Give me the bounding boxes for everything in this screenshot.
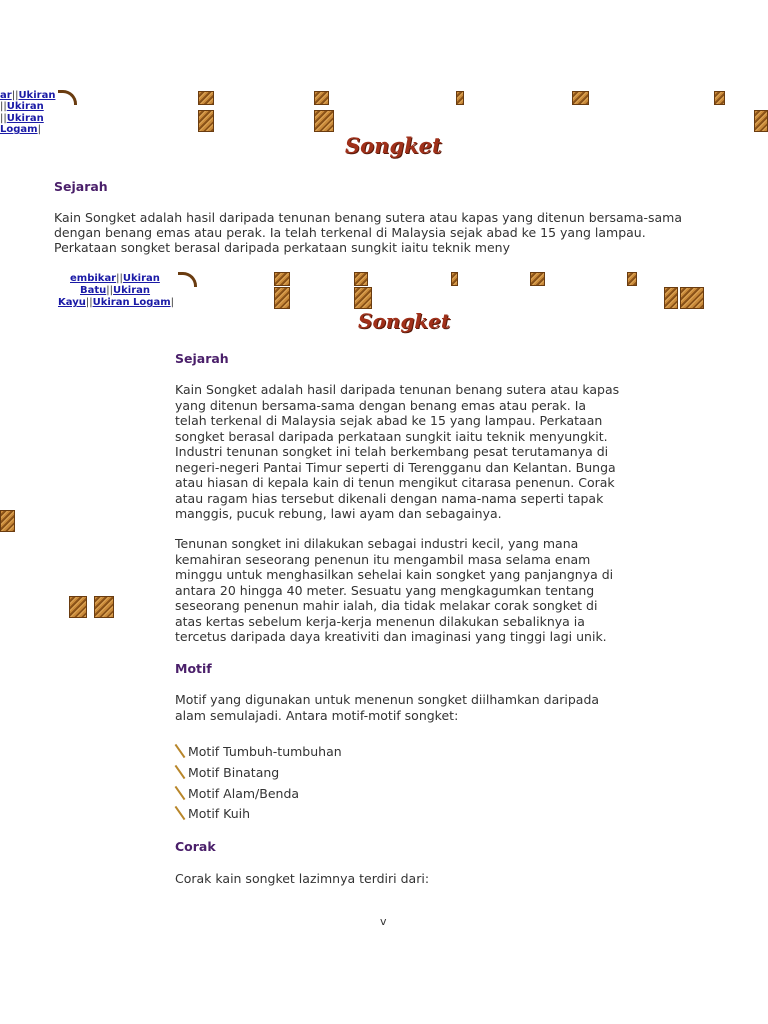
nav-link-pembikar[interactable]: embikar <box>70 273 117 284</box>
top-nav-line-4: Logam| <box>0 124 41 135</box>
needle-bullet-icon <box>175 765 184 779</box>
wood-block-icon <box>198 91 214 105</box>
sejarah-paragraph-2: Tenunan songket ini dilakukan sebagai industri kecil, yang mana kemahiran seseorang penenun itu mengambil masa selama enam minggu untuk menghasilkan sehelai kain songket yang panjangnya di antara 20 hingga 40 meter. Sesuatu yang mengkagumkan tentang seseorang penenun mahir ialah, dia tidak melakar corak songket di atas kertas sebelum kerja-kerja menenun dilakukan sebaliknya ia tercetus daripada daya kreativiti dan imaginasi yang tinggi lagi unik. <box>175 536 614 644</box>
nav-link-kayu[interactable]: Kayu <box>58 297 86 308</box>
top-nav-line-1: ar||Ukiran <box>0 90 56 101</box>
wood-block-icon <box>314 110 334 132</box>
motif-heading: Motif <box>175 661 212 676</box>
list-item: Motif Tumbuh-tumbuhan <box>175 744 342 759</box>
corak-heading: Corak <box>175 839 216 854</box>
top-nav-line-3: ||Ukiran <box>0 113 44 124</box>
nav-link-ukiran[interactable]: Ukiran <box>113 285 151 296</box>
mid-nav-line-3: Kayu||Ukiran Logam| <box>58 297 174 308</box>
top-sejarah-line-1: Kain Songket adalah hasil daripada tenunan benang sutera atau kapas yang ditenun bersama-sama <box>54 210 683 225</box>
needle-bullet-icon <box>175 744 184 758</box>
mid-nav-line-1: embikar||Ukiran <box>70 273 160 284</box>
wood-block-icon <box>664 287 678 309</box>
top-sejarah-line-2: dengan benang emas atau perak. Ia telah terkenal di Malaysia sejak abad ke 15 yang lampau. <box>54 225 646 240</box>
wood-block-icon <box>354 272 368 286</box>
top-nav-line-2: ||Ukiran <box>0 101 44 112</box>
needle-bullet-icon <box>175 786 184 800</box>
wood-block-icon <box>274 272 290 286</box>
wood-block-icon <box>314 91 329 105</box>
wood-block-icon <box>0 510 15 532</box>
wood-block-icon <box>680 287 704 309</box>
songket-logo-top: Songket <box>345 133 442 158</box>
nav-link-ukiran-logam[interactable]: Ukiran <box>6 113 44 124</box>
nav-link-ukiran[interactable]: Ukiran <box>122 273 160 284</box>
wood-block-icon <box>354 287 372 309</box>
corner-ornament-icon <box>178 272 197 287</box>
list-item: Motif Alam/Benda <box>175 786 299 801</box>
sejarah-paragraph-1: Kain Songket adalah hasil daripada tenunan benang sutera atau kapas yang ditenun bersama-sama dengan benang emas atau perak. Ia telah terkenal di Malaysia sejak abad ke 15 yang lampau. Perkataan songket berasal daripada perkataan sungkit iaitu teknik menyungkit. Industri tenunan songket ini telah berkembang pesat terutamanya di negeri-negeri Pantai Timur seperti di Terengganu dan Kelantan. Bunga atau hiasan di kepala kain di tenun mengikut citarasa penenun. Corak atau ragam hias tersebut dikenali dengan nama-nama seperti tapak manggis, pucuk rebung, lawi ayam dan sebagainya. <box>175 382 620 521</box>
nav-link-ukiran-batu[interactable]: Ukiran <box>18 90 56 101</box>
nav-link-pembikar[interactable]: ar <box>0 90 12 101</box>
top-sejarah-line-3: Perkataan songket berasal daripada perkataan sungkit iaitu teknik meny <box>54 240 510 255</box>
wood-block-icon <box>572 91 589 105</box>
wood-block-icon <box>274 287 290 309</box>
motif-paragraph: Motif yang digunakan untuk menenun songket diilhamkan daripada alam semulajadi. Antara motif-motif songket: <box>175 692 600 723</box>
wood-block-icon <box>198 110 214 132</box>
wood-block-icon <box>451 272 458 286</box>
top-sejarah-heading: Sejarah <box>54 179 108 194</box>
nav-link-batu[interactable]: Batu <box>80 285 107 296</box>
corner-ornament-icon <box>58 90 77 105</box>
wood-block-icon <box>754 110 768 132</box>
songket-logo: Songket <box>358 309 451 333</box>
wood-block-icon <box>714 91 725 105</box>
mid-nav-line-2: Batu||Ukiran <box>80 285 151 296</box>
list-item: Motif Kuih <box>175 806 250 821</box>
wood-block-icon <box>627 272 637 286</box>
page-footer-mark: v <box>380 915 387 928</box>
wood-block-icon <box>94 596 114 618</box>
wood-block-icon <box>456 91 464 105</box>
sejarah-heading: Sejarah <box>175 351 229 366</box>
needle-bullet-icon <box>175 806 184 820</box>
wood-block-icon <box>69 596 87 618</box>
nav-link-logam[interactable]: Logam <box>0 124 38 135</box>
nav-link-ukiran-kayu[interactable]: Ukiran <box>6 101 44 112</box>
nav-link-ukiran-logam[interactable]: Ukiran Logam <box>92 297 171 308</box>
list-item: Motif Binatang <box>175 765 279 780</box>
corak-paragraph: Corak kain songket lazimnya terdiri dari: <box>175 871 430 886</box>
wood-block-icon <box>530 272 545 286</box>
